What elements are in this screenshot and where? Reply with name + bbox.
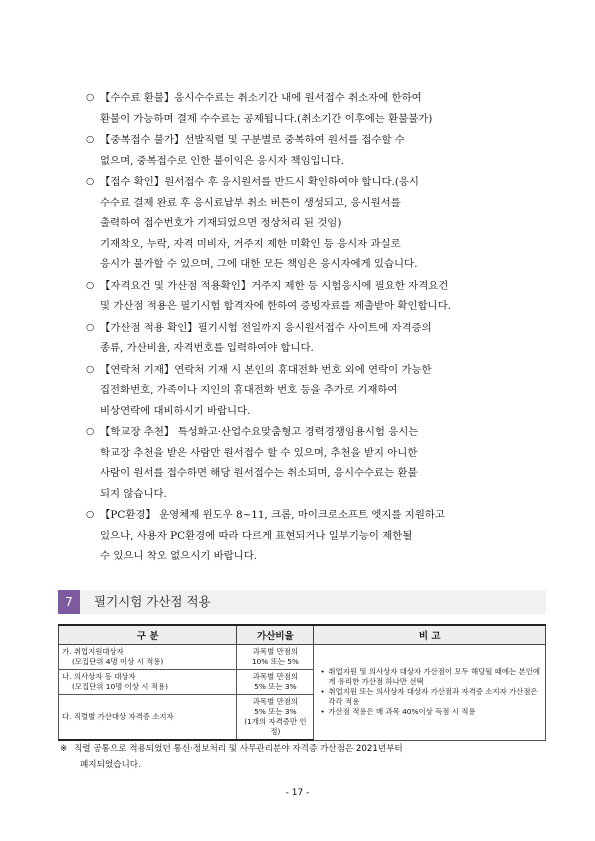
item-line: 없으며, 중복접수로 인한 불이익은 응시자 책임입니다. bbox=[100, 154, 344, 167]
bonus-rate-cell bbox=[237, 645, 314, 670]
list-item bbox=[86, 276, 546, 317]
circle-bullet-icon: ○ bbox=[86, 321, 95, 333]
item-tag: 【중복접수 불가】 bbox=[100, 134, 185, 146]
note-text: 취업지원 또는 의사상자 대상자 가산점과 자격증 소지자 가산점은 각각 적용 bbox=[328, 687, 538, 707]
list-item bbox=[86, 505, 546, 567]
item-line: 수수료 결제 완료 후 응시료납부 취소 버튼이 생성되고, 응시원서를 bbox=[100, 196, 401, 209]
item-text: 응시수수료는 취소기간 내에 원서접수 취소자에 한하여 bbox=[174, 92, 422, 104]
item-line: 사람이 원서를 접수하면 해당 원서접수는 취소되며, 응시수수료는 환불 bbox=[100, 467, 418, 479]
item-line: 응시가 불가할 수 있으며, 그에 대한 모든 책임은 응시자에게 있습니다. bbox=[100, 258, 418, 270]
item-tag: 【가산점 적용 확인】 bbox=[100, 321, 198, 334]
item-line bbox=[100, 88, 546, 109]
list-item bbox=[86, 88, 546, 129]
list-item bbox=[86, 318, 546, 359]
item-line: 환불이 가능하며 결제 수수료는 공제됩니다.(취소기간 이후에는 환불불가) bbox=[100, 112, 433, 125]
note-text: 취업지원 및 의사상자 대상자 가산점이 모두 해당될 때에는 본인에게 유리한 가산점 하나만 선택 bbox=[328, 667, 540, 687]
category-text: 다. 직렬별 가산대상 자격증 소지자 bbox=[62, 712, 174, 721]
header-notes: 비 고 bbox=[314, 625, 546, 645]
circle-bullet-icon: ○ bbox=[86, 363, 95, 375]
bullet-dot-icon: • bbox=[320, 707, 325, 717]
item-line: 수 있으니 착오 없으시기 바랍니다. bbox=[100, 550, 258, 562]
item-line bbox=[100, 276, 546, 297]
list-item bbox=[86, 360, 546, 422]
section-title-bar bbox=[80, 590, 546, 614]
item-line: 있으나, 사용자 PC환경에 따라 다르게 표현되거나 일부기능이 제한될 bbox=[100, 529, 413, 542]
item-tag: 【연락처 기재】 bbox=[100, 363, 175, 376]
item-text: 연락처 기재 시 본인의 휴대전화 번호 외에 연락이 가능한 bbox=[174, 363, 432, 376]
bonus-rate-text: 과목별 만점의 bbox=[252, 672, 298, 681]
item-line: 출력하여 접수번호가 기재되었으면 정상처리 된 것임) bbox=[100, 217, 342, 229]
item-line: 되지 않습니다. bbox=[100, 487, 167, 500]
item-line: 기재착오, 누락, 자격 미비자, 거주지 제한 미확인 등 응시자 과실로 bbox=[100, 237, 401, 250]
footnote-mark: ※ bbox=[60, 744, 68, 754]
footnote-line-1: 직렬 공통으로 적용되었던 통신·정보처리 및 사무관리분야 자격증 가산점은 2021년부터 bbox=[74, 744, 403, 754]
note-text: 가산점 적용은 매 과목 40%이상 득점 시 적용 bbox=[328, 707, 476, 717]
list-item bbox=[86, 172, 546, 275]
bullet-dot-icon: • bbox=[320, 667, 325, 677]
notes-cell bbox=[314, 645, 546, 741]
circle-bullet-icon: ○ bbox=[86, 134, 95, 145]
bonus-rate-text: 과목별 만점의 bbox=[252, 647, 298, 656]
item-text: 특성화고·산업수요맞춤형고 경력경쟁임용시험 응시는 bbox=[174, 426, 419, 438]
section-number: 7 bbox=[58, 590, 80, 614]
note-item bbox=[320, 687, 542, 707]
note-item bbox=[320, 707, 542, 717]
list-item bbox=[86, 130, 546, 171]
item-line: 학교장 추천을 받은 사람만 원서접수 할 수 있으며, 추천을 받지 아니한 bbox=[100, 446, 418, 459]
item-line bbox=[100, 505, 546, 526]
circle-bullet-icon: ○ bbox=[86, 92, 95, 103]
notice-list bbox=[86, 88, 546, 568]
footnote-line-2: 폐지되었습니다. bbox=[80, 760, 141, 770]
note-item bbox=[320, 667, 542, 687]
table-header-row bbox=[59, 625, 546, 645]
header-category: 구 분 bbox=[59, 625, 237, 645]
circle-bullet-icon: ○ bbox=[86, 509, 95, 520]
category-text: 나. 의사상자 등 대상자 bbox=[62, 672, 136, 681]
bonus-rate-text: 5% 또는 3% bbox=[254, 707, 297, 716]
bonus-rate-text: 과목별 만점의 bbox=[252, 697, 298, 706]
bonus-rate-text: 10% 또는 5% bbox=[251, 657, 299, 666]
header-bonus-rate: 가산비율 bbox=[237, 625, 314, 645]
bonus-rate-cell bbox=[237, 695, 314, 741]
item-text: 필기시험 전일까지 응시원서접수 사이트에 자격증의 bbox=[197, 321, 432, 334]
section-header bbox=[58, 590, 546, 614]
category-cell bbox=[59, 670, 237, 695]
item-tag: 【PC환경】 bbox=[100, 509, 156, 521]
item-line bbox=[100, 172, 546, 193]
item-text: 거주지 제한 등 시험응시에 필요한 자격요건 bbox=[251, 279, 449, 292]
item-tag: 【수수료 환불】 bbox=[100, 92, 175, 104]
list-item bbox=[86, 422, 546, 504]
item-line: 종류, 가산비율, 자격번호를 입력하여야 합니다. bbox=[100, 342, 314, 354]
item-text: 운영체제 윈도우 8~11, 크롬, 마이크로소프트 엣지를 지원하고 bbox=[155, 509, 445, 521]
item-text: 원서접수 후 응시원서를 반드시 확인하여야 합니다.(응시 bbox=[164, 176, 419, 188]
category-cell bbox=[59, 695, 237, 741]
item-tag: 【접수 확인】 bbox=[100, 176, 165, 188]
item-line bbox=[100, 318, 546, 339]
category-text: (모집단위 4명 이상 시 적용) bbox=[72, 657, 164, 666]
bonus-rate-text: (1개의 자격증만 인정) bbox=[244, 717, 307, 736]
section-title: 필기시험 가산점 적용 bbox=[94, 594, 211, 609]
circle-bullet-icon: ○ bbox=[86, 176, 95, 187]
bonus-rate-text: 5% 또는 3% bbox=[254, 682, 297, 691]
table-row bbox=[59, 645, 546, 670]
page-number: - 17 - bbox=[285, 788, 310, 798]
item-line: 비상연락에 대비하시기 바랍니다. bbox=[100, 404, 251, 417]
circle-bullet-icon: ○ bbox=[86, 426, 95, 437]
bonus-table bbox=[58, 624, 546, 741]
category-text: 가. 취업지원대상자 bbox=[62, 647, 124, 656]
item-line bbox=[100, 360, 546, 381]
item-line: 집전화번호, 가족이나 지인의 휴대전화 번호 등을 추가로 기재하여 bbox=[100, 384, 398, 396]
item-tag: 【학교장 추천】 bbox=[100, 426, 175, 438]
item-line bbox=[100, 130, 546, 151]
item-line: 및 가산점 적용은 필기시험 합격자에 한하여 증빙자료를 제출받아 확인합니다. bbox=[100, 300, 451, 312]
footnote bbox=[60, 741, 546, 773]
item-text: 선발직렬 및 구분별로 중복하여 원서를 접수할 수 bbox=[184, 134, 405, 146]
category-text: (모집단위 10명 이상 시 적용) bbox=[72, 682, 168, 691]
bullet-dot-icon: • bbox=[320, 687, 325, 697]
bonus-rate-cell bbox=[237, 670, 314, 695]
circle-bullet-icon: ○ bbox=[86, 279, 95, 291]
item-line bbox=[100, 422, 546, 443]
category-cell bbox=[59, 645, 237, 670]
item-tag: 【자격요건 및 가산점 적용확인】 bbox=[100, 279, 252, 292]
